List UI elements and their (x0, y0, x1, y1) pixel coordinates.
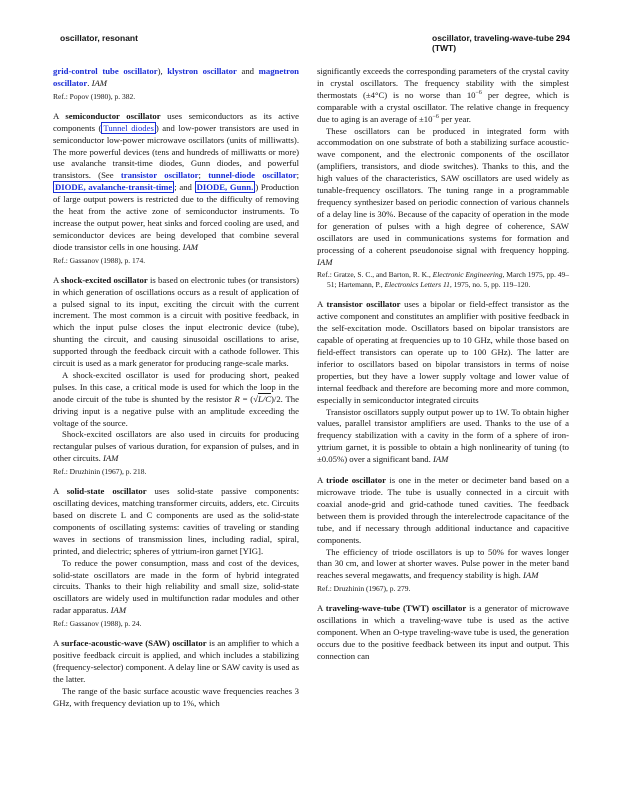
paragraph: Transistor oscillators supply output power up to 1W. To obtain higher values, parallel transistor amplifiers are used. Thanks to the use of a frequency stabilization with a cavity in the form of a sphere of iron-yttrium garnet, it is possible to obtain a high nonlinearity of tuning (to ±0.05%) over a significant band. IAM (317, 406, 569, 465)
entry-term: shock-excited oscillator (61, 274, 148, 285)
running-header (60, 33, 570, 53)
reference: Ref.: Gassanov (1988), p. 24. (53, 619, 142, 629)
header-left: oscillator, resonant (60, 33, 138, 43)
link-transistor-oscillator[interactable]: transistor oscillator (120, 170, 199, 181)
paragraph: These oscillators can be produced in integrated form with accommodation on one substrate of both a stabilizing surface acoustic-wave component, and the electronic components of the oscillator (amplifiers, transistors, and diode switches). Thanks to this, and the high values of the characteristics, SAW oscillators are used widely as tunable-frequency oscillators. The tuning range in a programmable frequency synthesizer based on periodic connection of various channels of a delay line is 30%. Because of the capacity of operation in the mode for generation of pulses with a high degree of coherence, SAW oscillators are used in communications systems for formation and processing of a coherent pseudonoise signal with frequency hopping. IAM (317, 125, 569, 267)
paragraph: To reduce the power consumption, mass and cost of the devices, solid-state oscillators are made in the form of hybrid integrated circuits. Thanks to their high reliability and small size, solid-state oscillators are widely used in multifunction radar modules and other radar apparatus. IAM (53, 557, 299, 616)
author-initials: IAM (102, 453, 119, 464)
page-number: 294 (555, 33, 570, 43)
entry-transistor-oscillator: A transistor oscillator uses a bipolar or field-effect transistor as the active component and constitutes an amplifier with positive feedback in the self-excitation mode. Oscillators based on bipolar transistors are capable of operating at frequencies up to 10 GHz, while those based on field-effect transistors can operate up to 100 GHz). The latter are inferior to oscillators based on bipolar transistors in terms of noise properties, but they have a lower supply voltage and lower value of internal feedback and therefore are becoming more and more common, especially in semiconductor integrated circuits (317, 299, 570, 405)
entry-term: solid-state oscillator (66, 486, 147, 497)
author-initials: IAM (182, 241, 199, 252)
reference: Ref.: Druzhinin (1967), p. 279. (317, 584, 411, 594)
entry-semiconductor-oscillator: A semiconductor oscillator uses semiconductors as its active components ( Tunnel diodes ) and low-power transistors are used in semiconductor low-power microwave oscillators (units of milliwatts). The more powerful devices (tens and hundreds of milliwatts or more) use avalanche transit-time diodes, Gunn diodes, and powerful transistors. (See transistor oscillator; tunnel-diode oscillator; DIODE, avalanche-transit-time ; and DIODE, Gunn. ) Production of large output powers is restricted due to the difficulty of removing the heat from the active zone of semiconductor instruments. To increase the output power, heat sinks and forced cooling are used, and semiconductor devices are being developed that combine several diode transistor cells in one housing. IAM (53, 110, 299, 252)
header-right: oscillator, traveling-wave-tube (TWT) (432, 33, 554, 53)
paragraph: The efficiency of triode oscillators is up to 50% for waves longer than 30 cm, and lower at shorter waves. Pulse power in the meter band reaches several megawatts, and frequency stability is high. IAM (317, 546, 569, 581)
left-column (53, 66, 299, 710)
paragraph: A shock-excited oscillator is used for producing short, peaked pulses. In this case, a critical mode is used for which the loop in the anode circuit of the tube is shunted by the resistor R = (√L/C)/2. The driving input is a negative pulse with an amplitude exceeding the voltage of the source. (53, 369, 299, 428)
entry-twt-oscillator: A traveling-wave-tube (TWT) oscillator is a generator of microwave oscillations in which a traveling-wave tube is used as the active component. When an O-type traveling-wave tube is used, the generation occurs due to the positive feedback between its input and output. This connection can (317, 603, 570, 661)
sqrt-symbol: √ (253, 393, 258, 404)
continued-paragraph: significantly exceeds the corresponding parameters of the crystal cavity in crystal oscillators. The frequency stability with the simplest thermostats (±4°C) is no worse than $10^{-6}$ per degree, which is comparable with a crystal oscillator. The relative change in frequency due to aging is an average of $\pm 10^{-6}$ per year. (317, 66, 569, 124)
link-klystron-oscillator[interactable]: klystron oscillator (167, 66, 237, 76)
entry-term: semiconductor oscillator (65, 110, 161, 121)
author-initials: IAM (432, 454, 449, 465)
link-tunnel-diode-oscillator[interactable]: tunnel-diode oscillator (208, 170, 297, 181)
entry-term: transistor oscillator (326, 299, 401, 310)
reference: Ref.: Druzhinin (1967), p. 218. (53, 467, 147, 477)
reference: Ref.: Popov (1980), p. 382. (53, 91, 136, 101)
entry-saw-oscillator: A surface-acoustic-wave (SAW) oscillator is an amplifier to which a positive feedback circuit is applied, and which includes a stabilizing (frequency-selector) component. A delay line or SAW cavity is used as the latter. (53, 638, 299, 684)
author-initials: IAM (91, 77, 108, 88)
paragraph: The range of the basic surface acoustic wave frequencies reaches 3 GHz, with frequency deviation up to 1%, which (53, 685, 299, 708)
link-diode-avalanche-transit-time[interactable]: DIODE, avalanche-transit-time (55, 182, 173, 193)
formula-resistor: R = (√L/C)/2 (234, 393, 281, 404)
entry-term: traveling-wave-tube (TWT) oscillator (325, 603, 467, 614)
entry-term: surface-acoustic-wave (SAW) oscillator (61, 638, 207, 649)
author-initials: IAM (110, 605, 127, 616)
reference: Ref.: Gratze, S. C., and Barton, R. K., Electronic Engineering, March 1975, pp. 49–51; Hartemann, P., Electronics Letters 11, 1975, no. 5, pp. 119–120. (317, 270, 569, 290)
right-column (317, 66, 569, 663)
author-initials: IAM (523, 570, 539, 581)
link-tunnel-diodes[interactable]: Tunnel diodes (103, 122, 154, 133)
entry-triode-oscillator: A triode oscillator is one in the meter or decimeter band based on a microwave triode. The tube is usually connected in a circuit with coaxial anode-grid and grid-cathode tuned cavities. The feedback between them is provided through the interelectrode capacitance of the tube, and if necessary through additional inductance and capacitive components. (317, 475, 570, 545)
entry-shock-excited-oscillator: A shock-excited oscillator is based on electronic tubes (or transistors) in which generation of oscillations occurs as a result of application of a pulsed signal to its input, exciting the circuit with the current increment. The most common is a circuit with positive feedback, in which the input pulse closes the input electronic device (tube), shunting the circuit, and causing sinusoidal oscillations to arise, supported through the feedback circuit with a cathode follower. This circuit is used as a mark generator for producing range-scale marks. (53, 274, 299, 369)
entry-solid-state-oscillator: A solid-state oscillator uses solid-state passive components: oscillating devices, matching transformer circuits, adders, etc. Circuits based on discrete L and C components are used as the solid-state components of oscillating systems: cavities of traveling or standing waves in sections of transmission lines, including radial, spiral, printed, and dielectric; spheres of yttrium-iron garnet [YIG]. (53, 486, 299, 556)
continued-paragraph: grid-control tube oscillator), klystron oscillator and magnetron oscillator. IAM (53, 66, 300, 88)
author-initials: IAM (317, 256, 333, 267)
link-diode-gunn[interactable]: DIODE, Gunn. (196, 182, 254, 193)
link-magnetron-oscillator[interactable]: magnetron oscillator (53, 66, 300, 88)
entry-term: triode oscillator (326, 475, 386, 486)
link-grid-control-tube-oscillator[interactable]: grid-control tube oscillator (53, 66, 158, 76)
paragraph: Shock-excited oscillators are also used in circuits for producing rectangular pulses of various duration, for expansion of pulses, and in other circuits. IAM (53, 429, 299, 464)
reference: Ref.: Gassanov (1988), p. 174. (53, 255, 146, 265)
